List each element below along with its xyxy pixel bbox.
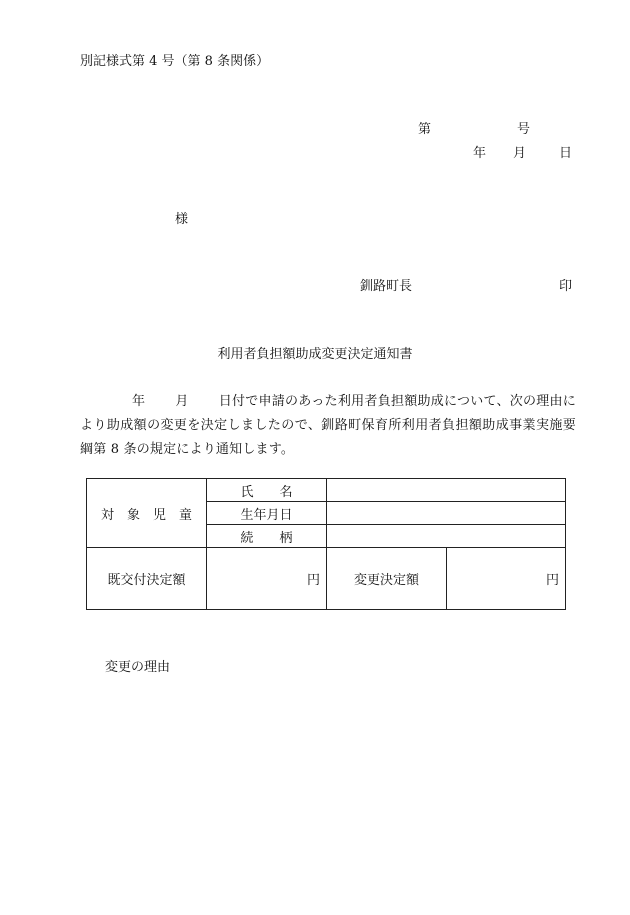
body-main-text: 日付で申請のあった利用者負担額助成について、次の理由により助成額の変更を決定しましたので、釧路町保育所利用者負担額助成事業実施要綱第 8 条の規定により通知します。 (80, 394, 576, 457)
prior-amount-currency: 円 (306, 573, 320, 588)
table-row (87, 548, 566, 610)
name-label: 氏 名 (207, 479, 327, 502)
document-number-suffix: 号 (517, 122, 531, 137)
body-year-unit: 年 (132, 394, 146, 409)
body-month-unit: 月 (175, 394, 189, 409)
prior-amount-value-cell[interactable] (207, 548, 327, 610)
birth-date-label: 生年月日 (207, 502, 327, 525)
body-paragraph (80, 390, 576, 462)
relation-value-cell[interactable] (327, 525, 566, 548)
form-label: 別記様式第 4 号（第 8 条関係） (80, 54, 270, 69)
changed-amount-label: 変更決定額 (327, 548, 447, 610)
issue-date-month: 月 (513, 146, 527, 161)
relation-label: 続 柄 (207, 525, 327, 548)
changed-amount-currency: 円 (545, 573, 559, 588)
change-reason-label: 変更の理由 (105, 660, 171, 675)
prior-amount-label: 既交付決定額 (87, 548, 207, 610)
issue-date-day: 日 (559, 146, 573, 161)
document-number-prefix: 第 (418, 122, 432, 137)
seal-mark: 印 (559, 279, 573, 294)
table-row (87, 479, 566, 502)
subject-info-table (86, 478, 566, 610)
name-value-cell[interactable] (327, 479, 566, 502)
addressee-honorific: 様 (175, 212, 189, 227)
subject-child-label: 対 象 児 童 (87, 479, 207, 548)
birth-date-value-cell[interactable] (327, 502, 566, 525)
sender-name: 釧路町長 (360, 279, 413, 294)
changed-amount-value-cell[interactable] (447, 548, 566, 610)
document-title: 利用者負担額助成変更決定通知書 (217, 347, 413, 362)
issue-date-year: 年 (473, 146, 487, 161)
